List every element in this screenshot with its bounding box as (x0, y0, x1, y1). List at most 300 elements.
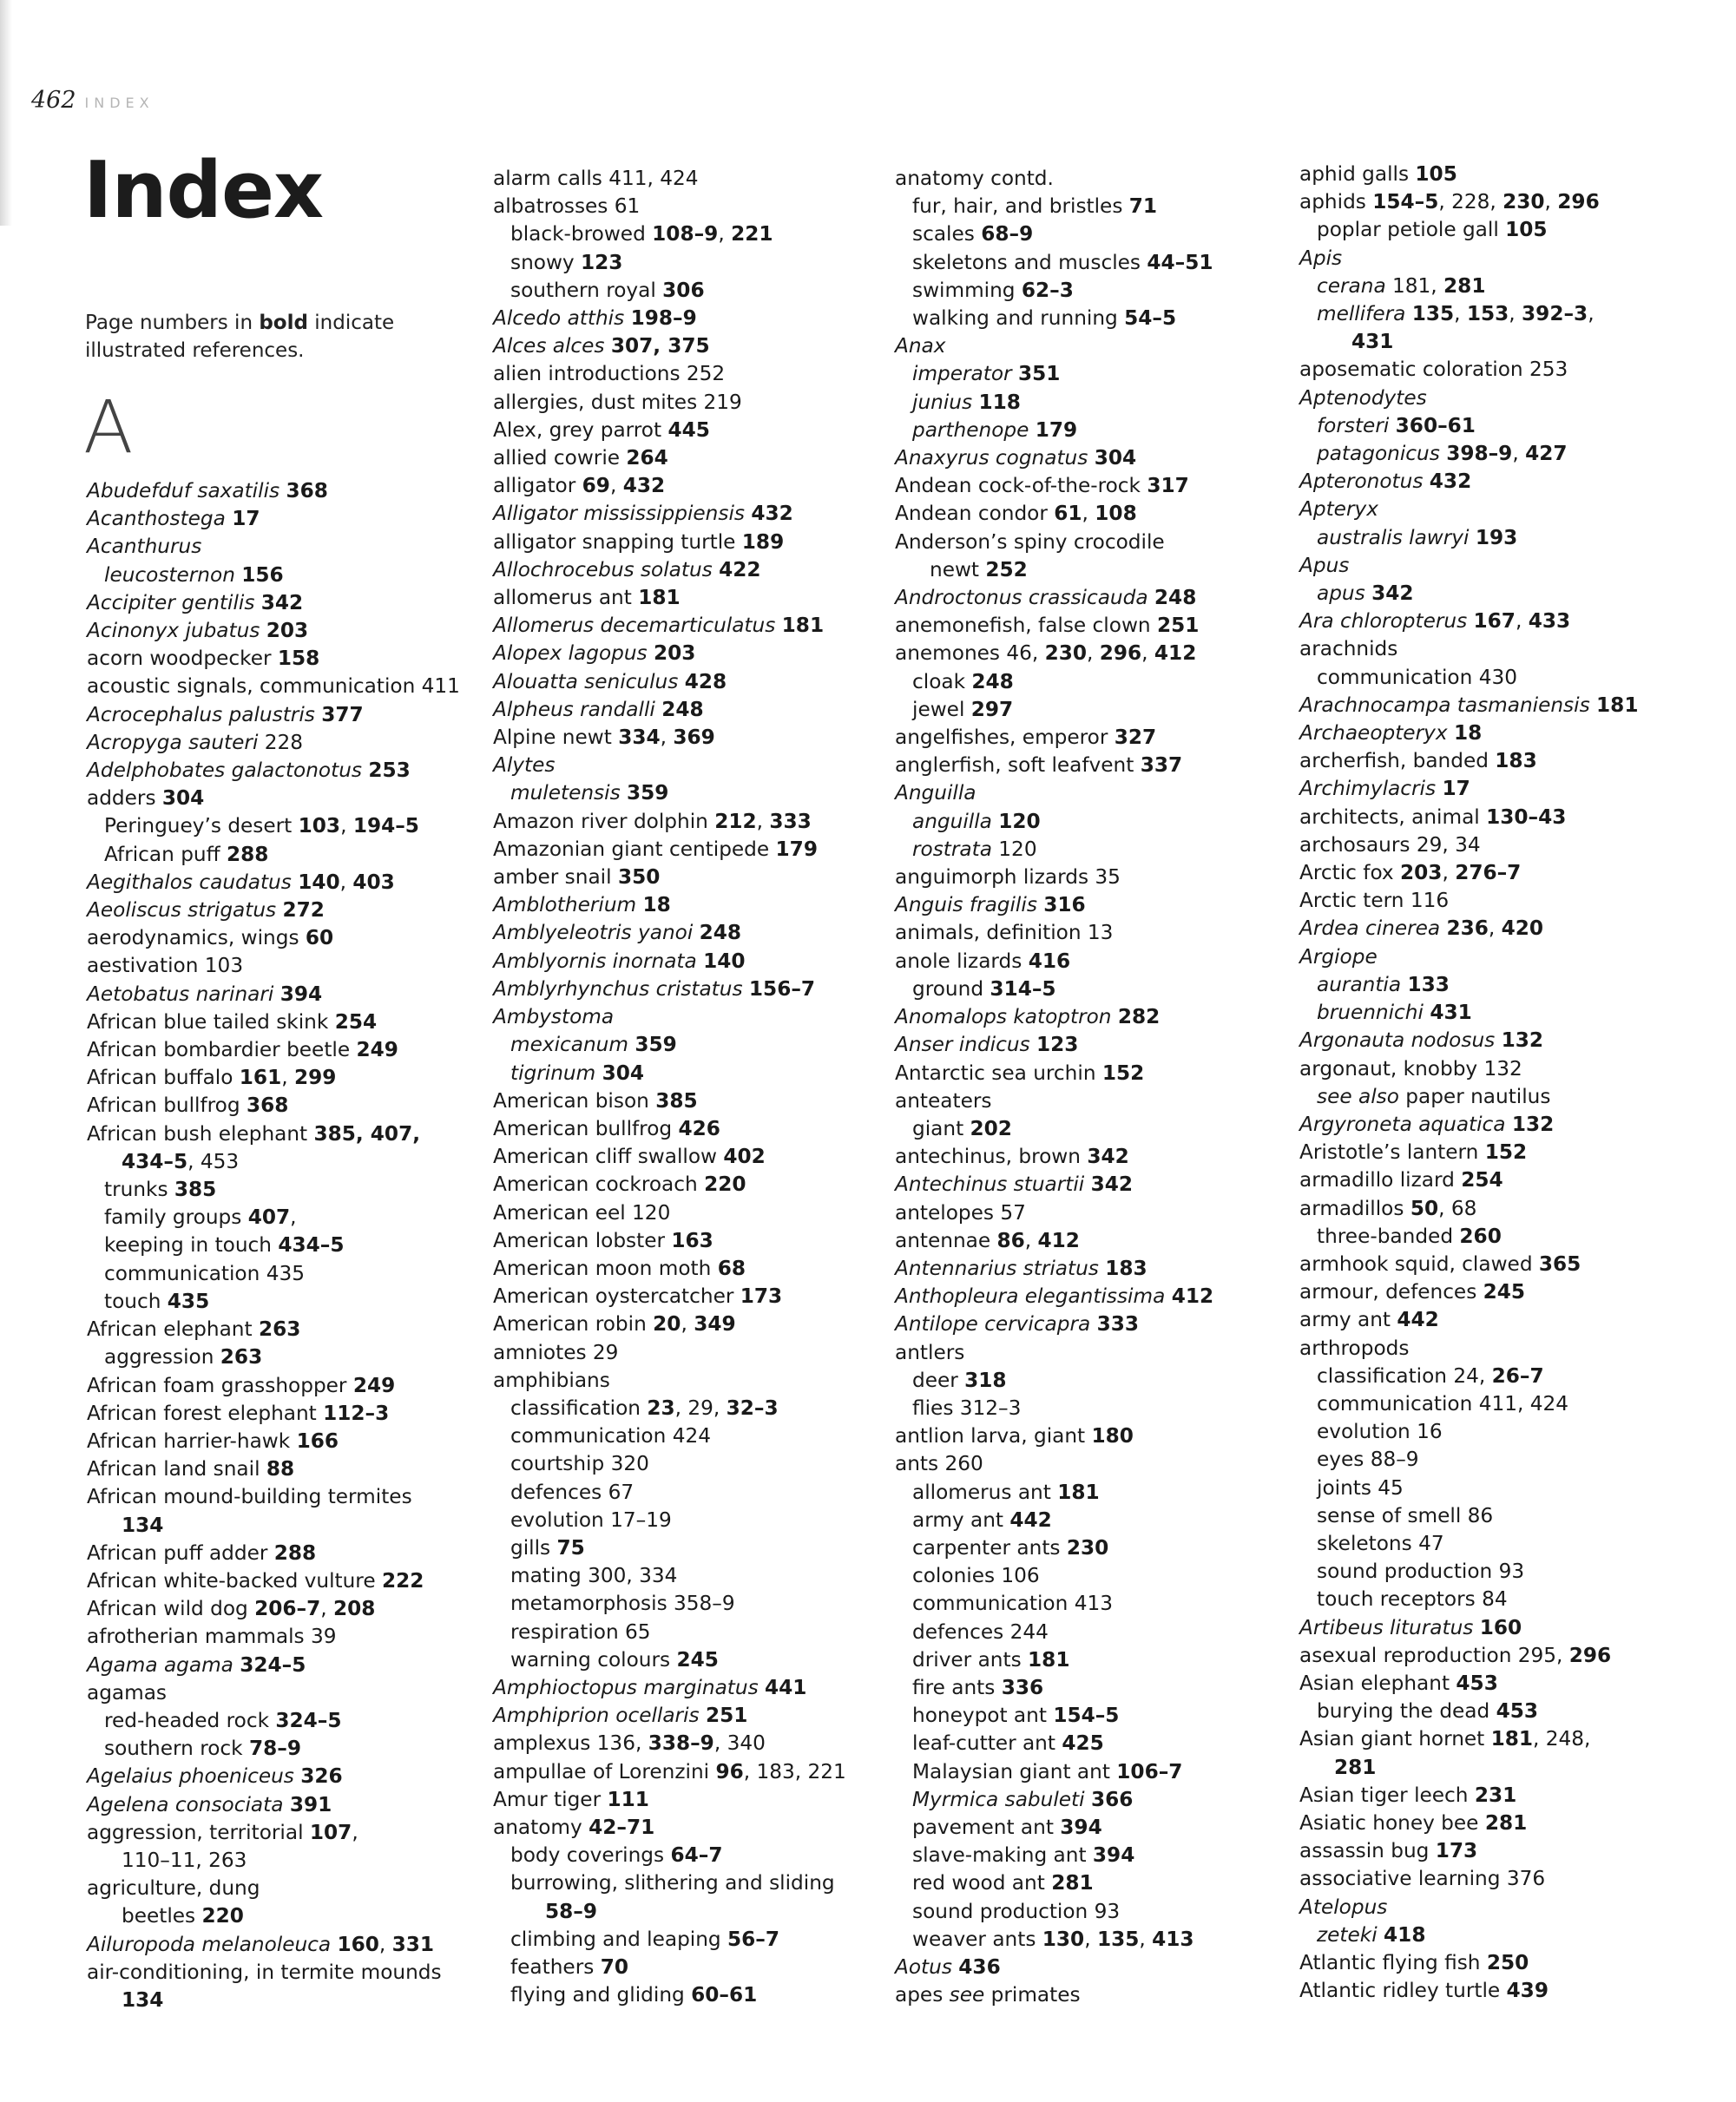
page-ref-bold: 316 (1043, 893, 1086, 917)
entry-text: communication 424 (510, 1424, 711, 1448)
entry-text: air-conditioning, in termite mounds (87, 1960, 442, 1984)
page-ref-bold: 442 (1397, 1308, 1439, 1332)
entry-text: classification 24, (1317, 1363, 1492, 1388)
entry-text: American eel 120 (493, 1200, 671, 1225)
index-entry (1299, 161, 1707, 188)
page-ref-bold: 203 (1400, 861, 1443, 885)
index-entry (87, 981, 469, 1008)
entry-text: , 183, 221 (743, 1759, 846, 1783)
index-entry (1299, 1949, 1707, 1977)
index-subentry (895, 668, 1277, 696)
index-subentry (1299, 412, 1707, 440)
entry-text: Asiatic honey bee (1299, 1810, 1485, 1835)
entry-text (595, 1061, 602, 1085)
page-ref-bold: 385 (174, 1178, 217, 1202)
page-ref-bold: 106–7 (1116, 1759, 1183, 1783)
index-subentry (895, 1842, 1277, 1869)
entry-term-italic: Artibeus lituratus (1299, 1615, 1474, 1639)
index-entry (493, 1143, 875, 1171)
page-ref-bold: 281 (1051, 1871, 1094, 1895)
entry-text: skeletons and muscles (912, 250, 1147, 274)
entry-text: amber snail (493, 865, 618, 890)
entry-text (759, 1676, 765, 1699)
entry-text: arachnids (1299, 637, 1398, 661)
index-entry-continuation (87, 1902, 469, 1930)
entry-text: allergies, dust mites 219 (493, 390, 742, 414)
index-entry-continuation (1299, 1754, 1707, 1782)
page-ref-bold: 42–71 (589, 1815, 655, 1839)
entry-text: African white-backed vulture (87, 1568, 382, 1593)
entry-term-italic: Arachnocampa tasmaniensis (1299, 693, 1590, 717)
page-ref-bold: 282 (1117, 1005, 1161, 1029)
entry-text: metamorphosis 358–9 (510, 1592, 735, 1616)
page-ref-bold: 394 (279, 982, 323, 1006)
page-ref-bold: 60–61 (691, 1983, 758, 2007)
entry-term-italic: Acropyga sauteri (87, 730, 259, 754)
index-subentry (493, 1842, 875, 1869)
entry-text: allomerus ant (912, 1480, 1058, 1504)
index-entry (87, 1623, 469, 1651)
entry-text: anemonefish, false clown (895, 614, 1157, 638)
entry-text: amphibians (493, 1368, 610, 1392)
entry-term-italic: Alligator mississippiensis (493, 502, 745, 526)
page-ref-bold: 78–9 (248, 1737, 301, 1761)
index-subentry (1299, 1083, 1707, 1111)
entry-text: African foam grasshopper (87, 1373, 353, 1397)
entry-text (254, 591, 260, 614)
entry-term-italic: leucosternon (104, 562, 235, 587)
page-ref-bold: 54–5 (1124, 306, 1177, 331)
page-ref-bold: 156 (241, 562, 284, 587)
page-ref-bold: 245 (1483, 1280, 1526, 1304)
entry-text: American bullfrog (493, 1116, 679, 1140)
index-subentry (493, 277, 875, 305)
page-ref-bold: 69 (582, 474, 610, 498)
entry-text: antlion larva, giant (895, 1424, 1092, 1448)
page-ref-bold: 317 (1147, 474, 1189, 498)
page-ref-bold: 134 (122, 1987, 164, 2012)
entry-text: pavement ant (912, 1815, 1061, 1839)
page-ref-bold: 71 (1128, 194, 1158, 219)
index-entry (1299, 887, 1707, 915)
page-ref-bold: 123 (1036, 1033, 1079, 1057)
index-entry (1299, 775, 1707, 803)
page-ref-bold: 360–61 (1395, 413, 1476, 437)
page-ref-bold: 230 (1503, 190, 1545, 214)
index-entry (87, 897, 469, 924)
entry-term-italic: Archimylacris (1299, 777, 1437, 801)
index-entry (87, 1791, 469, 1819)
entry-term-italic: Aotus (895, 1955, 952, 1979)
page-ref-bold: 297 (970, 697, 1014, 721)
page-ref-bold: 183 (1495, 749, 1537, 773)
entry-text: allied cowrie (493, 446, 627, 470)
index-subentry (895, 696, 1277, 724)
index-entry (895, 165, 1277, 193)
page-ref-bold: 135 (1411, 302, 1455, 326)
entry-text: , (290, 1205, 297, 1230)
index-entry (1299, 356, 1707, 384)
page-ref-bold: 96 (715, 1759, 744, 1783)
page-ref-bold: 161 (239, 1066, 282, 1090)
entry-term-italic: Aegithalos caudatus (87, 870, 292, 894)
index-entry (493, 1283, 875, 1310)
section-letter: A (83, 384, 134, 470)
entry-text: ampullae of Lorenzini (493, 1759, 716, 1783)
index-subentry (1299, 580, 1707, 608)
entry-text: skeletons 47 (1317, 1531, 1444, 1555)
index-entry (493, 1339, 875, 1367)
index-entry (87, 1931, 469, 1959)
index-subentry (493, 779, 875, 807)
index-entry (87, 1064, 469, 1092)
page-ref-bold: 377 (321, 702, 364, 726)
page-ref-bold: 230 (1066, 1535, 1109, 1560)
index-entry (493, 444, 875, 472)
page-ref-bold: 68–9 (981, 222, 1034, 246)
index-subentry (895, 1786, 1277, 1814)
page-ref-bold: 130–43 (1486, 805, 1567, 829)
page-ref-bold: 68 (717, 1256, 746, 1280)
index-entry (895, 752, 1277, 779)
entry-text: burrowing, slithering and sliding (510, 1871, 835, 1895)
intro-bold-word: bold (259, 312, 308, 334)
index-subentry (1299, 273, 1707, 300)
page-ref-bold: 221 (731, 222, 773, 246)
entry-term-italic: Antechinus stuartii (895, 1173, 1085, 1197)
entry-text: American robin (493, 1312, 654, 1337)
entry-text: mating 300, 334 (510, 1564, 678, 1588)
entry-text: slave-making ant (912, 1843, 1093, 1868)
entry-text: newt (930, 557, 986, 581)
entry-term-italic: Aeoliscus strigatus (87, 898, 277, 923)
entry-text: evolution 16 (1317, 1420, 1443, 1444)
entry-text (1423, 470, 1429, 493)
entry-text: Atlantic flying fish (1299, 1951, 1487, 1974)
index-entry (87, 924, 469, 952)
index-entry (1299, 1027, 1707, 1054)
page-ref-bold: 61 (1054, 502, 1082, 526)
page-ref-bold: 50 (1410, 1196, 1439, 1220)
page-ref-bold: 394 (1060, 1815, 1102, 1839)
index-entry (493, 891, 875, 919)
entry-text: sound production 93 (1317, 1560, 1525, 1584)
page-ref-bold: 434–5 (278, 1233, 345, 1258)
page-ref-bold: 251 (705, 1704, 748, 1728)
entry-text (1473, 1616, 1479, 1639)
page-ref-bold: 351 (1017, 362, 1061, 386)
index-entry (493, 948, 875, 975)
index-entry (493, 472, 875, 500)
entry-term-italic: Acrocephalus palustris (87, 702, 315, 726)
index-entry (895, 1422, 1277, 1450)
entry-text: , 68 (1438, 1196, 1477, 1220)
index-entry (493, 1786, 875, 1814)
page-ref-bold: 181 (781, 614, 825, 638)
index-subentry (895, 1619, 1277, 1646)
index-subentry (493, 249, 875, 277)
page-ref-bold: 158 (277, 647, 320, 671)
index-entry (493, 165, 875, 193)
index-entry (87, 1540, 469, 1567)
page-ref-bold: 120 (998, 809, 1041, 833)
entry-text (678, 670, 684, 693)
index-subentry (87, 1260, 469, 1288)
entry-text: armhook squid, clawed (1299, 1251, 1539, 1276)
entry-text: acorn woodpecker (87, 647, 278, 671)
entry-term-italic: Androctonus crassicauda (895, 586, 1148, 610)
page-ref-bold: 17 (1442, 777, 1470, 801)
entry-text: scales (912, 222, 982, 246)
page-ref-bold: 432 (1429, 470, 1472, 494)
entry-text: jewel (912, 697, 971, 721)
page-ref-bold: 434–5 (122, 1149, 188, 1173)
entry-text: , (756, 809, 770, 833)
entry-text: anemones 46, (895, 641, 1045, 666)
index-entry (493, 1227, 875, 1255)
entry-text: , (352, 1820, 358, 1844)
index-entry (895, 584, 1277, 612)
entry-text: gills (510, 1535, 557, 1560)
index-entry-continuation (87, 1148, 469, 1176)
index-subentry (87, 841, 469, 869)
intro-text-after: indicate illustrated references. (85, 312, 395, 362)
index-entry (493, 612, 875, 640)
index-entry (493, 640, 875, 667)
page-ref-bold: 422 (719, 557, 761, 581)
index-entry (1299, 635, 1707, 663)
index-entry (87, 1316, 469, 1343)
entry-text: , 453 (187, 1149, 240, 1173)
entry-term-italic: Acanthurus (87, 535, 202, 559)
index-entry (1299, 831, 1707, 859)
page-ref-bold: 296 (1557, 190, 1600, 214)
entry-text (1365, 581, 1371, 605)
entry-text: antelopes 57 (895, 1200, 1026, 1225)
entry-text: aphids (1299, 190, 1373, 214)
entry-text: anglerfish, soft leafvent (895, 753, 1141, 778)
page-ref-bold: 86 (996, 1228, 1025, 1252)
page-ref-bold: 70 (600, 1955, 628, 1979)
index-subentry (1299, 300, 1707, 328)
entry-text: aposematic coloration 253 (1299, 358, 1568, 382)
index-entry (1299, 804, 1707, 831)
page-ref-bold: 337 (1140, 753, 1183, 778)
page-ref-bold: 166 (296, 1429, 339, 1453)
entry-term-italic: Anguilla (895, 781, 976, 805)
index-entry (493, 556, 875, 584)
index-entry (87, 952, 469, 980)
page-ref-bold: 181 (1057, 1480, 1100, 1504)
entry-text: ground (912, 976, 990, 1001)
index-entry (895, 1199, 1277, 1227)
page-ref-bold: 23 (647, 1396, 675, 1420)
index-subentry (1299, 1558, 1707, 1586)
page-ref-bold: 245 (676, 1647, 719, 1672)
entry-text: flies 312–3 (912, 1396, 1022, 1420)
index-entry (1299, 859, 1707, 887)
entry-term-italic: rostrata (912, 837, 992, 861)
page-ref-bold: 431 (1351, 330, 1394, 354)
entry-text (1029, 418, 1035, 442)
page-ref-bold: 288 (273, 1540, 317, 1565)
index-entry (87, 505, 469, 533)
entry-text: amniotes 29 (493, 1340, 619, 1364)
page-ref-bold: 324–5 (275, 1708, 342, 1732)
page-ref-bold: 107 (309, 1820, 352, 1844)
entry-text: antechinus, brown (895, 1145, 1088, 1169)
index-subentry (895, 1926, 1277, 1954)
index-subentry (493, 1060, 875, 1087)
entry-term-italic: forsteri (1317, 413, 1390, 437)
page-ref-bold: 359 (635, 1033, 677, 1057)
index-entry (493, 500, 875, 528)
index-subentry (493, 1507, 875, 1534)
entry-text: anguimorph lizards 35 (895, 865, 1121, 890)
entry-text: afrotherian mammals 39 (87, 1625, 337, 1649)
page-ref-bold: 359 (627, 781, 669, 805)
page-ref-bold: 130 (1042, 1927, 1085, 1951)
index-subentry (493, 1590, 875, 1618)
page-ref-bold: 272 (282, 898, 325, 923)
entry-term-italic: Agama agama (87, 1652, 233, 1677)
page-ref-bold: 180 (1091, 1424, 1134, 1448)
index-subentry (87, 1232, 469, 1259)
entry-text: Asian tiger leech (1299, 1783, 1475, 1807)
entry-text: African forest elephant (87, 1401, 324, 1425)
index-subentry (895, 389, 1277, 417)
page-ref-bold: 179 (1035, 417, 1078, 442)
entry-term-italic: Amblyeleotris yanoi (493, 921, 694, 945)
page-ref-bold: 249 (352, 1373, 396, 1397)
page-ref-bold: 281 (1484, 1810, 1528, 1835)
entry-term-italic: Myrmica sabuleti (912, 1787, 1085, 1811)
entry-text: warning colours (510, 1647, 677, 1672)
intro-note (85, 309, 432, 365)
index-entry (1299, 1977, 1707, 2005)
index-entry (87, 1455, 469, 1483)
page-ref-bold: 349 (694, 1312, 736, 1337)
page-ref-bold: 167 (1473, 609, 1516, 634)
page-ref-bold: 350 (617, 865, 661, 890)
index-subentry (895, 220, 1277, 248)
page-ref-bold: 426 (678, 1116, 720, 1140)
page-ref-bold: 304 (161, 786, 205, 811)
entry-text: family groups (104, 1205, 248, 1230)
entry-term-italic: Ambystoma (493, 1005, 615, 1029)
index-entry (87, 673, 469, 700)
entry-text: , (1087, 641, 1100, 666)
index-subentry (493, 1534, 875, 1562)
index-entry (895, 472, 1277, 500)
page-ref-bold: 342 (1090, 1173, 1134, 1197)
page-ref-bold: 431 (1430, 1001, 1472, 1025)
index-entry (87, 1428, 469, 1455)
entry-text: snowy (510, 250, 582, 274)
index-entry (895, 1060, 1277, 1087)
entry-text: touch (104, 1289, 168, 1313)
entry-text (1111, 1005, 1117, 1028)
page-ref-bold: 181 (1028, 1647, 1070, 1672)
entry-text: communication 430 (1317, 665, 1517, 689)
entry-text (1495, 1028, 1501, 1052)
entry-text (697, 949, 703, 973)
page-ref-bold: 412 (1154, 641, 1197, 666)
entry-term-italic: Aetobatus narinari (87, 982, 274, 1006)
page-ref-bold: 123 (581, 250, 623, 274)
index-entry (895, 500, 1277, 528)
page-ref-bold: 288 (226, 842, 269, 866)
entry-text: southern royal (510, 278, 663, 302)
index-entry (87, 1483, 469, 1511)
entry-term-italic: mexicanum (510, 1033, 628, 1057)
entry-term-italic: junius (912, 390, 973, 414)
entry-term-italic: Agelena consociata (87, 1792, 284, 1816)
page-ref-bold: 64–7 (670, 1843, 723, 1868)
entry-term-italic: Ardea cinerea (1299, 916, 1441, 941)
entry-text: defences 244 (912, 1619, 1049, 1644)
entry-text: American moon moth (493, 1256, 718, 1280)
entry-text (1088, 446, 1094, 470)
entry-text: American oystercatcher (493, 1284, 740, 1309)
entry-text: aestivation 103 (87, 954, 244, 978)
index-entry (895, 1227, 1277, 1255)
index-subentry (895, 417, 1277, 444)
index-entry (1299, 468, 1707, 496)
index-entry (493, 1674, 875, 1702)
entry-text: body coverings (510, 1843, 671, 1868)
entry-text: anatomy (493, 1815, 589, 1839)
index-entry (493, 1087, 875, 1115)
index-subentry (1299, 216, 1707, 244)
index-subentry (493, 1926, 875, 1954)
entry-text: burying the dead (1317, 1699, 1496, 1724)
entry-text: , 248, (1533, 1727, 1591, 1751)
index-entry-continuation (1299, 328, 1707, 356)
page-ref-bold: 140 (298, 870, 340, 894)
entry-text: carpenter ants (912, 1535, 1067, 1560)
index-entry (493, 1702, 875, 1730)
entry-text (648, 641, 654, 665)
index-entry (493, 305, 875, 332)
cross-reference: see also (1317, 1084, 1399, 1108)
index-subentry (87, 1707, 469, 1735)
entry-text: feathers (510, 1955, 601, 1979)
index-subentry (1299, 1475, 1707, 1502)
entry-text: Antarctic sea urchin (895, 1061, 1102, 1085)
index-entry (1299, 1111, 1707, 1139)
index-subentry (1299, 1363, 1707, 1390)
page-ref-bold: 439 (1506, 1979, 1549, 2003)
page-ref-bold: 132 (1501, 1028, 1543, 1053)
page-ref-bold: 453 (1456, 1671, 1498, 1695)
index-entry (493, 1814, 875, 1842)
entry-text: , (1442, 861, 1456, 885)
page-number: 462 (31, 87, 76, 114)
intro-text-before: Page numbers in (85, 312, 260, 334)
entry-term-italic: Anax (895, 334, 946, 358)
index-subentry (1299, 664, 1707, 692)
page-ref-bold: 248 (971, 669, 1014, 693)
index-subentry (1299, 1418, 1707, 1446)
index-subentry (895, 836, 1277, 864)
page-ref-bold: 333 (769, 809, 812, 833)
entry-text: weaver ants (912, 1927, 1042, 1951)
index-entry (1299, 1894, 1707, 1921)
page-ref-bold: 333 (1096, 1312, 1139, 1337)
page-ref-bold: 253 (368, 759, 411, 783)
entry-text: adders (87, 786, 162, 811)
